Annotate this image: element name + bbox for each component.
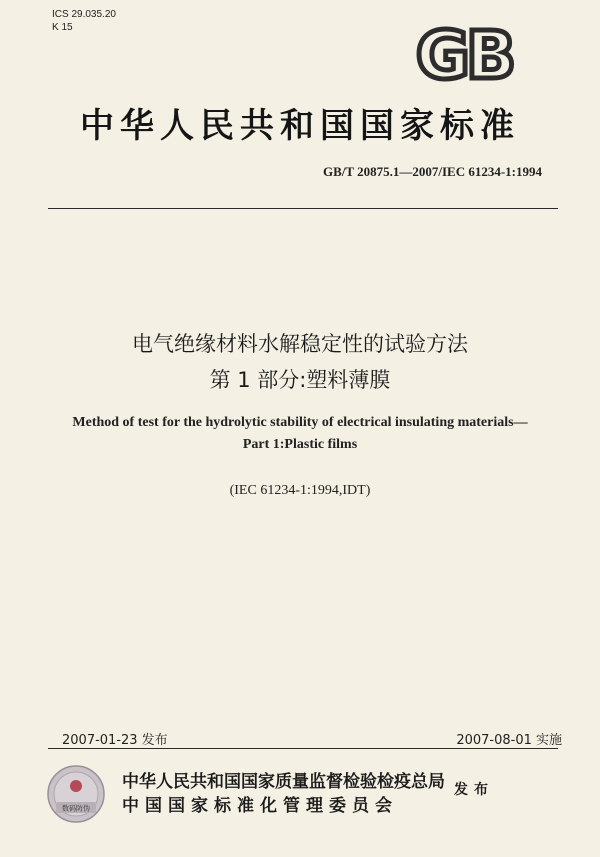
english-title-line2: Part 1:Plastic films <box>242 437 358 452</box>
page-title: 中华人民共和国国家标准 <box>80 106 520 146</box>
publish-label: 发布 <box>454 782 494 798</box>
anti-counterfeit-seal <box>46 764 106 824</box>
classification-line: K 15 <box>52 22 73 33</box>
equivalence-note: (IEC 61234-1:1994,IDT) <box>229 483 371 498</box>
issuer-line1: 中华人民共和国国家质量监督检验检疫总局 <box>122 772 445 792</box>
issuer-line2: 中国国家标准化管理委员会 <box>122 796 398 816</box>
ics-line: ICS 29.035.20 <box>52 9 116 20</box>
chinese-title-line2: 第 1 部分:塑料薄膜 <box>209 368 391 392</box>
chinese-title-line1: 电气绝缘材料水解稳定性的试验方法 <box>132 332 468 356</box>
english-title-line1: Method of test for the hydrolytic stability of electrical insulating materials— <box>72 415 528 430</box>
gb-logo <box>400 20 528 90</box>
divider-top <box>48 208 558 209</box>
implementation-date: 2007-08-01 实施 <box>456 733 562 748</box>
issue-date: 2007-01-23 发布 <box>62 733 168 748</box>
divider-bottom <box>48 748 558 749</box>
ics-code <box>52 8 116 34</box>
seal-text: 数码防伪 <box>62 804 90 813</box>
standard-number: GB/T 20875.1—2007/IEC 61234-1:1994 <box>323 164 542 179</box>
gb-logo-text: GB <box>415 20 513 90</box>
